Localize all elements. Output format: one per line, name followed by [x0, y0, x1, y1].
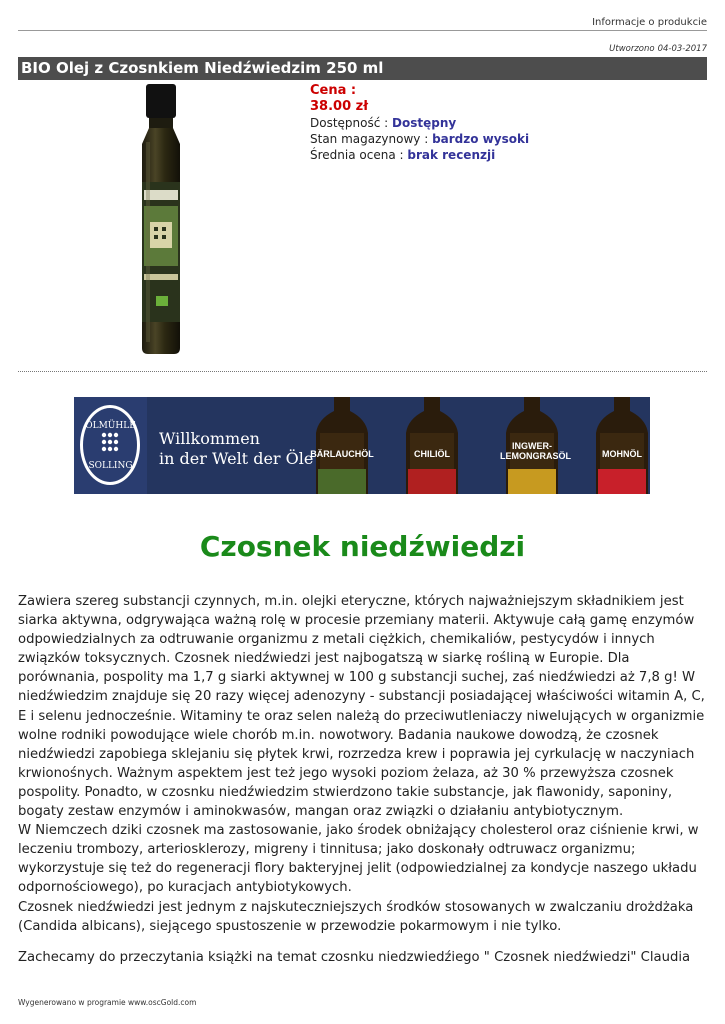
banner-bottle-label: INGWER- LEMONGRASÖL — [500, 441, 571, 461]
created-date — [609, 44, 707, 54]
header-divider — [18, 30, 707, 31]
slogan-line-1: Willkommen — [159, 429, 260, 448]
product-bottle-image — [120, 82, 202, 356]
stock-row — [310, 131, 529, 147]
brand-banner — [74, 397, 650, 494]
banner-bottle — [590, 397, 650, 494]
created-date-value: 04-03-2017 — [657, 44, 707, 54]
product-title: BIO Olej z Czosnkiem Niedźwiedzim 250 ml — [18, 57, 707, 80]
price-label: Cena : — [310, 83, 357, 98]
paragraph-3: Czosnek niedźwiedzi jest jednym z najskuteczniejszych środków stosowanych w zwalczaniu drożdżaka (Candida albicans), siejącego spustoszenie w przewodzie pokarmowym i nie tylko. — [18, 899, 694, 934]
rating-label: Średnia ocena : — [310, 148, 404, 162]
footer-generated: Wygenerowano w programie www.oscGold.com — [18, 998, 197, 1007]
section-label: Informacje o produkcie — [592, 17, 707, 28]
availability-label: Dostępność : — [310, 116, 389, 130]
article-body — [18, 592, 708, 967]
product-info — [310, 83, 529, 163]
section-divider — [18, 371, 707, 372]
article-heading: Czosnek niedźwiedzi — [199, 530, 526, 563]
availability-row — [310, 115, 529, 131]
banner-bottle — [500, 397, 571, 494]
banner-bottle-label: CHILIÖL — [414, 449, 450, 459]
paragraph-4: Zachecamy do przeczytania książki na temat czosnku niedzwiedźiego " Czosnek niedźwiedzi" Claudia — [18, 949, 691, 965]
brand-top-text: ÖLMÜHLE — [85, 421, 136, 431]
stock-value: bardzo wysoki — [432, 132, 530, 146]
brand-logo-graphic — [74, 397, 147, 494]
price-value: 38.00 zł — [310, 99, 369, 114]
brand-logo — [74, 397, 147, 494]
slogan-line-2: in der Welt der Öle — [159, 449, 314, 468]
banner-bottle — [310, 397, 374, 494]
banner-bottle-label: BÄRLAUCHÖL — [310, 449, 374, 459]
stock-label: Stan magazynowy : — [310, 132, 429, 146]
paragraph-2: W Niemczech dziki czosnek ma zastosowanie, jako środek obniżający cholesterol oraz ciśnienie krwi, w leczeniu trombozy, arteriosklerozy, migreny i tinnitusa; jako doskonały odtruwacz organizmu; wykorzystuje się też do regeneracji flory bakteryjnej jelit (odpowiedzialnej za kondycje naszego układu odpornościowego), po kuracjach antybiotykowych. — [18, 823, 699, 896]
banner-bottle — [400, 397, 464, 494]
brand-bottom-text: SOLLING — [88, 461, 133, 471]
banner-slogan — [159, 429, 313, 469]
paragraph-1: Zawiera szereg substancji czynnych, m.in. olejki eteryczne, których najważniejszym składnikiem jest siarka aktywna, odgrywająca ważną rolę w procesie przemiany materii. Aktywuje całą gamę enzymów odpowiedzialnych za odtruwanie organizmu z metali ciężkich, chemikaliów, pestycydów i innych związków toksycznych. Czosnek niedźwiedzi jest najbogatszą w siarkę rośliną w Europie. Dla porównania, pospolity ma 1,7 g siarki aktywnej w 100 g substancji suchej, zaś niedźwiedzi aż 7,8 g! W niedźwiedzim znajduje się 20 razy więcej adenozyny - substancji posiadającej właściwości witamin A, C, E i selenu jednocześnie. Witaminy te oraz selen należą do przeciwutleniaczy niwelujących w organizmie wolne rodniki powodujące wiele chorób m.in. nowotwory. Badania naukowe dowodzą, że czosnek niedźwiedzi zapobiega sklejaniu się płytek krwi, rozrzedza krew i poprawia jej cyrkulację w naczyniach krwionośnych. Ważnym aspektem jest też jego wysoki poziom żelaza, aż 30 % przewyższa czosnek pospolity. Ponadto, w czosnku niedźwiedzim stwierdzono takie substancje, jak flawonidy, saponiny, bogaty zestaw enzymów i aminokwasów, mangan oraz związki o działaniu antybiotycznym. — [18, 594, 705, 820]
rating-value[interactable]: brak recenzji — [407, 148, 496, 162]
rating-row — [310, 147, 529, 163]
banner-bottle-label: MOHNÖL — [602, 449, 642, 459]
created-label: Utworzono — [609, 44, 655, 54]
availability-value: Dostępny — [392, 116, 457, 130]
